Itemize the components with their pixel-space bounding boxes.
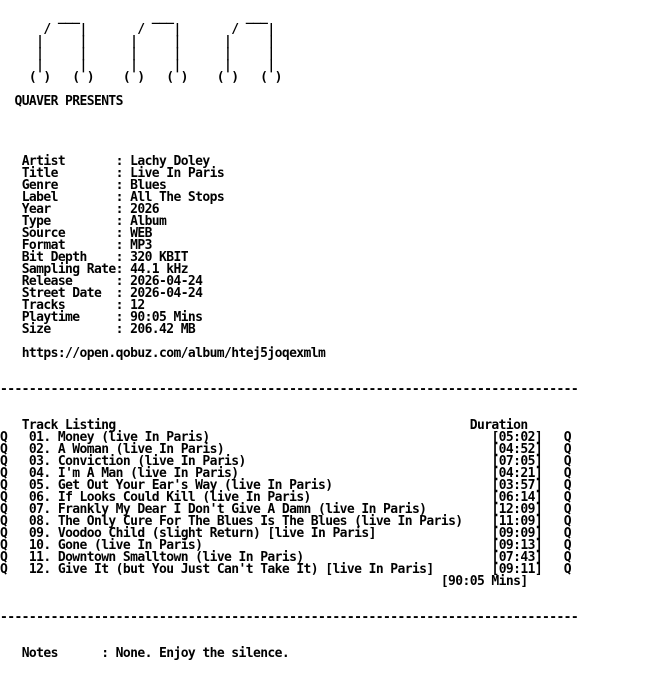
- row-marker-left: Q: [0, 466, 8, 481]
- track-number: 02.: [28, 442, 51, 457]
- info-row: Genre : Blues: [21, 178, 167, 193]
- row-marker-right: Q: [563, 526, 571, 541]
- track-title: Give It (but You Just Can't Take It) [live In Paris]: [57, 562, 434, 577]
- track-title: The Only Cure For The Blues Is The Blues (live In Paris): [57, 514, 463, 529]
- row-marker-right: Q: [563, 502, 571, 517]
- info-value: WEB: [130, 226, 152, 241]
- info-row: Street Date : 2026-04-24: [21, 286, 203, 301]
- track-title: Conviction (live In Paris): [57, 454, 246, 469]
- info-key: Playtime: [21, 310, 80, 325]
- track-duration: [05:02]: [491, 430, 543, 445]
- info-row: Sampling Rate: 44.1 kHz: [21, 262, 188, 277]
- info-row: Format : MP3: [21, 238, 152, 253]
- track-duration: [04:21]: [491, 466, 543, 481]
- album-info-block: [0, 154, 224, 337]
- track-title: I'm A Man (live In Paris): [57, 466, 239, 481]
- info-value: 90:05 Mins: [130, 310, 203, 325]
- info-key: Label: [21, 190, 58, 205]
- info-value: Live In Paris: [130, 166, 225, 181]
- track-duration: [04:52]: [491, 442, 543, 457]
- track-duration: [09:09]: [491, 526, 543, 541]
- row-marker-left: Q: [0, 562, 8, 577]
- info-key: Size: [21, 322, 51, 337]
- divider-top: --------------------------------------------------------------------------------: [0, 382, 579, 397]
- row-marker-left: Q: [0, 550, 8, 565]
- info-key: Release: [21, 274, 73, 289]
- info-value: Blues: [130, 178, 167, 193]
- track-number: 11.: [28, 550, 51, 565]
- info-value: 206.42 MB: [130, 322, 196, 337]
- info-value: Album: [130, 214, 167, 229]
- track-title: If Looks Could Kill (live In Paris): [57, 490, 311, 505]
- track-number: 08.: [28, 514, 51, 529]
- track-number: 12.: [28, 562, 51, 577]
- track-duration: [07:43]: [491, 550, 543, 565]
- nfo-text: [0, 12, 578, 660]
- track-duration: [09:11]: [491, 562, 543, 577]
- duration-heading: Duration: [469, 418, 528, 433]
- info-value: 44.1 kHz: [130, 262, 188, 277]
- info-value: All The Stops: [130, 190, 225, 205]
- info-value: 12: [130, 298, 145, 313]
- track-title: Voodoo Child (slight Return) [live In Paris]: [57, 526, 376, 541]
- row-marker-right: Q: [563, 538, 571, 553]
- album-url-line: [0, 346, 325, 361]
- track-list: [0, 430, 571, 577]
- info-row: Artist : Lachy Doley: [21, 154, 210, 169]
- info-row: Label : All The Stops: [21, 190, 225, 205]
- track-title: A Woman (live In Paris): [57, 442, 225, 457]
- info-key: Bit Depth: [21, 250, 87, 265]
- row-marker-right: Q: [563, 430, 571, 445]
- info-key: Street Date: [21, 286, 102, 301]
- row-marker-left: Q: [0, 514, 8, 529]
- track-number: 09.: [28, 526, 51, 541]
- info-row: Year : 2026: [21, 202, 160, 217]
- track-title: Downtown Smalltown (live In Paris): [57, 550, 304, 565]
- info-value: 2026-04-24: [130, 286, 203, 301]
- notes-line: Notes : None. Enjoy the silence.: [21, 646, 290, 661]
- row-marker-left: Q: [0, 442, 8, 457]
- track-duration: [11:09]: [491, 514, 543, 529]
- track-number: 05.: [28, 478, 51, 493]
- track-listing-heading: Track Listing: [21, 418, 116, 433]
- track-number: 04.: [28, 466, 51, 481]
- row-marker-right: Q: [563, 562, 571, 577]
- track-duration: [09:13]: [491, 538, 543, 553]
- notes-label: Notes: [21, 646, 58, 661]
- info-key: Genre: [21, 178, 58, 193]
- row-marker-left: Q: [0, 538, 8, 553]
- track-number: 03.: [28, 454, 51, 469]
- total-playtime: [90:05 Mins]: [440, 574, 528, 589]
- info-value: 320 KBIT: [130, 250, 188, 265]
- track-title: Money (live In Paris): [57, 430, 210, 445]
- row-marker-left: Q: [0, 430, 8, 445]
- row-marker-right: Q: [563, 454, 571, 469]
- info-key: Title: [21, 166, 58, 181]
- info-row: Title : Live In Paris: [21, 166, 225, 181]
- divider-bottom: --------------------------------------------------------------------------------: [0, 610, 579, 625]
- info-key: Sampling Rate: [21, 262, 116, 277]
- track-duration: [07:05]: [491, 454, 543, 469]
- quaver-logo-art: ___ ___ ___ / | / | / | | | | | | | | | | | | | | | | | | | ( ) ( ) ( ) ( ) ( ) ( ): [28, 10, 282, 85]
- info-row: Tracks : 12: [21, 298, 145, 313]
- notes-text: None. Enjoy the silence.: [115, 646, 290, 661]
- row-marker-left: Q: [0, 490, 8, 505]
- info-row: Bit Depth : 320 KBIT: [21, 250, 188, 265]
- info-row: Release : 2026-04-24: [21, 274, 203, 289]
- row-marker-left: Q: [0, 502, 8, 517]
- info-value: 2026-04-24: [130, 274, 203, 289]
- track-duration: [06:14]: [491, 490, 543, 505]
- row-marker-left: Q: [0, 526, 8, 541]
- track-number: 07.: [28, 502, 51, 517]
- info-key: Tracks: [21, 298, 66, 313]
- track-title: Gone (live In Paris): [57, 538, 203, 553]
- presenter-label: QUAVER PRESENTS: [14, 94, 123, 109]
- info-value: Lachy Doley: [130, 154, 210, 169]
- track-duration: [03:57]: [491, 478, 543, 493]
- track-duration: [12:09]: [491, 502, 543, 517]
- track-number: 10.: [28, 538, 51, 553]
- row-marker-left: Q: [0, 454, 8, 469]
- row-marker-right: Q: [563, 490, 571, 505]
- info-key: Year: [21, 202, 51, 217]
- info-value: MP3: [130, 238, 152, 253]
- track-title: Frankly My Dear I Don't Give A Damn (live In Paris): [57, 502, 427, 517]
- info-row: Type : Album: [21, 214, 167, 229]
- row-marker-right: Q: [563, 478, 571, 493]
- info-row: Size : 206.42 MB: [21, 322, 196, 337]
- track-number: 01.: [28, 430, 51, 445]
- track-title: Get Out Your Ear's Way (live In Paris): [57, 478, 333, 493]
- track-number: 06.: [28, 490, 51, 505]
- row-marker-right: Q: [563, 442, 571, 457]
- row-marker-right: Q: [563, 466, 571, 481]
- album-url[interactable]: https://open.qobuz.com/album/htej5joqexmlm: [21, 346, 326, 361]
- row-marker-right: Q: [563, 514, 571, 529]
- info-key: Source: [21, 226, 66, 241]
- info-row: Source : WEB: [21, 226, 152, 241]
- row-marker-right: Q: [563, 550, 571, 565]
- info-value: 2026: [130, 202, 160, 217]
- info-key: Artist: [21, 154, 66, 169]
- row-marker-left: Q: [0, 478, 8, 493]
- total-line: [0, 574, 528, 589]
- info-key: Type: [21, 214, 51, 229]
- presenter-line: [0, 94, 123, 109]
- info-row: Playtime : 90:05 Mins: [21, 310, 203, 325]
- info-key: Format: [21, 238, 66, 253]
